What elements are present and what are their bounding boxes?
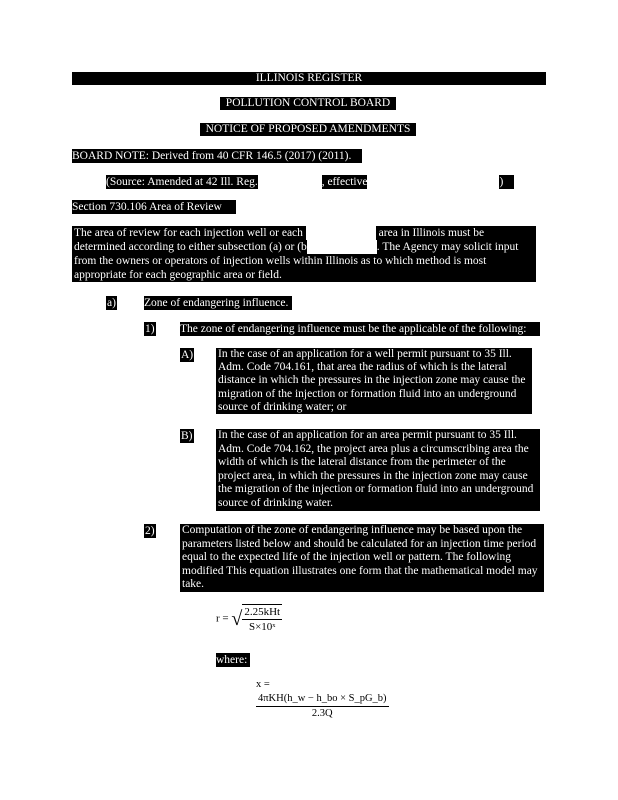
intro-part1: The area of review for each injection well or each xyxy=(74,227,303,239)
equation-1-lhs: r = xyxy=(216,612,229,625)
where-label: where: xyxy=(216,653,250,667)
intro-part2: area in Illinois must be determined according to either subsection (a) or (b xyxy=(74,227,485,253)
subsection-a-label: a) xyxy=(107,297,116,309)
redacted-effective-date xyxy=(367,175,499,189)
intro-paragraph xyxy=(72,226,536,282)
equation-1 xyxy=(216,604,296,640)
source-line xyxy=(106,175,514,189)
equation-2-numerator: 4πKH(h_w − h_bo × S_pG_b) xyxy=(256,692,389,707)
item-1-label: 1) xyxy=(145,323,155,335)
intro-part3: . The Agency may solicit input from the owners or operators of injection wells within Illinois as to which method is most appropriate for each geographic area or field. xyxy=(74,241,519,281)
board-note: BOARD NOTE: Derived from 40 CFR 146.5 (2017) (2011). xyxy=(72,149,362,163)
redacted-area-term xyxy=(306,226,376,240)
header-notice: NOTICE OF PROPOSED AMENDMENTS xyxy=(200,123,416,136)
source-suffix: ) xyxy=(499,176,504,188)
source-middle: , effective xyxy=(321,176,368,188)
item-2-text: Computation of the zone of endangering influence may be based upon the parameters listed below and should be calculated for an injection time period equal to the expected life of the injection well or pattern. The following modified This equation illustrates one form that the mathematical model may take. xyxy=(180,524,544,592)
header-board: POLLUTION CONTROL BOARD xyxy=(220,97,396,110)
source-prefix: (Source: Amended at 42 Ill. Reg. xyxy=(106,176,258,188)
section-title: Section 730.106 Area of Review xyxy=(72,200,236,214)
equation-2 xyxy=(256,678,404,719)
item-B-label: B) xyxy=(181,430,193,442)
equation-1-numerator: 2.25kHt xyxy=(244,606,281,618)
item-B-text: In the case of an application for an area permit pursuant to 35 Ill. Adm. Code 704.162, the project area plus a circumscribing area the width of which is the lateral distance from the perimeter of the project area, in which the pressures in the injection zone may cause the migration of the injection or formation fluid into an underground source of drinking water. xyxy=(216,429,540,511)
redacted-subsection-ref xyxy=(307,240,377,254)
equation-1-denominator: S×10ˣ xyxy=(248,621,276,633)
subsection-a-title: Zone of endangering influence. xyxy=(144,296,292,310)
redacted-register-page xyxy=(258,175,322,189)
item-2-label: 2) xyxy=(145,525,155,537)
header-register: ILLINOIS REGISTER xyxy=(72,72,546,85)
equation-2-lhs: x = xyxy=(256,679,270,690)
item-A-text: In the case of an application for a well permit pursuant to 35 Ill. Adm. Code 704.161, that area the radius of which is the lateral distance in which the pressures in the injection zone may cause the migration of the injection or formation fluid into an underground source of drinking water; or xyxy=(216,348,532,414)
sqrt-icon: √ xyxy=(231,608,243,630)
item-1-text: The zone of endangering influence must be the applicable of the following: xyxy=(180,322,540,336)
item-A-label: A) xyxy=(181,349,194,361)
equation-2-denominator: 2.3Q xyxy=(311,708,333,719)
